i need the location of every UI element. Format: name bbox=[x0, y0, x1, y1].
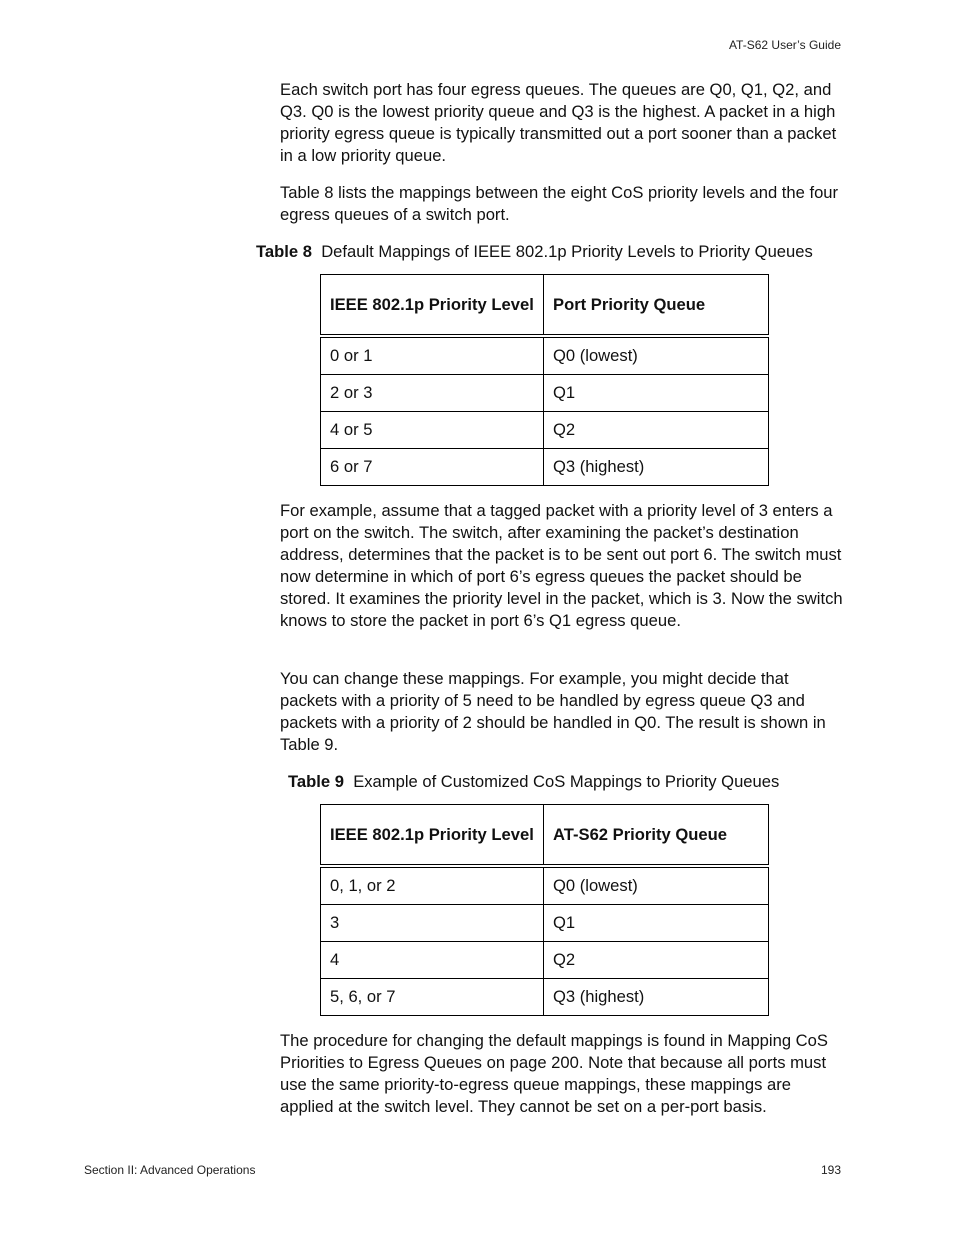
table8-header-queue: Port Priority Queue bbox=[544, 275, 769, 337]
paragraph-table8-intro: Table 8 lists the mappings between the eight CoS priority levels and the four egress queues of a switch port. bbox=[280, 183, 839, 224]
table9-header-queue: AT-S62 Priority Queue bbox=[544, 805, 769, 867]
table-cell: 4 or 5 bbox=[321, 412, 544, 449]
table8-label: Table 8 bbox=[256, 242, 312, 261]
table-header-row bbox=[321, 805, 769, 867]
table-header-row bbox=[321, 275, 769, 337]
table-cell: 2 or 3 bbox=[321, 375, 544, 412]
table-cell: Q2 bbox=[544, 942, 769, 979]
footer-section: Section II: Advanced Operations bbox=[84, 1163, 256, 1177]
table-row bbox=[321, 905, 769, 942]
table-row bbox=[321, 336, 769, 375]
table9-caption bbox=[288, 771, 779, 793]
table-cell: Q3 (highest) bbox=[544, 449, 769, 486]
table-cell: Q2 bbox=[544, 412, 769, 449]
table-cell: 4 bbox=[321, 942, 544, 979]
table8-header-priority-level: IEEE 802.1p Priority Level bbox=[321, 275, 544, 337]
paragraph-example: For example, assume that a tagged packet with a priority level of 3 enters a port on the switch. The switch, after examining the packet’s destination address, determines that the packet is to be sent out port 6. The switch must now determine in which of port 6’s egress queues the packet should be stored. It examines the priority level in the packet, which is 3. Now the switch knows to store the packet in port 6’s Q1 egress queue. bbox=[280, 501, 843, 630]
table-row bbox=[321, 449, 769, 486]
paragraph-change-mappings: You can change these mappings. For example, you might decide that packets with a priority of 5 need to be handled by egress queue Q3 and packets with a priority of 2 should be handled in Q0. The result is shown in Table 9. bbox=[280, 669, 826, 754]
table-cell: 0 or 1 bbox=[321, 336, 544, 375]
running-header: AT-S62 User’s Guide bbox=[728, 38, 841, 52]
table-cell: 6 or 7 bbox=[321, 449, 544, 486]
table-row bbox=[321, 979, 769, 1016]
table-cell: 3 bbox=[321, 905, 544, 942]
table-row bbox=[321, 866, 769, 905]
table-cell: Q0 (lowest) bbox=[544, 866, 769, 905]
table-cell: Q1 bbox=[544, 905, 769, 942]
page-number: 193 bbox=[820, 1163, 841, 1177]
table-cell: Q0 (lowest) bbox=[544, 336, 769, 375]
table-cell: Q3 (highest) bbox=[544, 979, 769, 1016]
table-cell: Q1 bbox=[544, 375, 769, 412]
table9-header-priority-level: IEEE 802.1p Priority Level bbox=[321, 805, 544, 867]
table-row bbox=[321, 412, 769, 449]
table9-label: Table 9 bbox=[288, 772, 344, 791]
table-cell: 0, 1, or 2 bbox=[321, 866, 544, 905]
table8-caption bbox=[256, 241, 813, 263]
table9-caption-text: Example of Customized CoS Mappings to Priority Queues bbox=[353, 772, 780, 791]
table-cell: 5, 6, or 7 bbox=[321, 979, 544, 1016]
table9 bbox=[320, 804, 769, 1016]
table8 bbox=[320, 274, 769, 486]
paragraph-egress-queues: Each switch port has four egress queues. The queues are Q0, Q1, Q2, and Q3. Q0 is the lowest priority queue and Q3 is the highest. A packet in a high priority egress queue is typically transmitted out a port sooner than a packet in a low priority queue. bbox=[280, 80, 837, 165]
table-row bbox=[321, 375, 769, 412]
table-row bbox=[321, 942, 769, 979]
table8-caption-text: Default Mappings of IEEE 802.1p Priority Levels to Priority Queues bbox=[321, 242, 813, 261]
paragraph-procedure: The procedure for changing the default mappings is found in Mapping CoS Priorities to Egress Queues on page 200. Note that because all ports must use the same priority-to-egress queue mappings, these mappings are applied at the switch level. They cannot be set on a per-port basis. bbox=[280, 1031, 828, 1116]
